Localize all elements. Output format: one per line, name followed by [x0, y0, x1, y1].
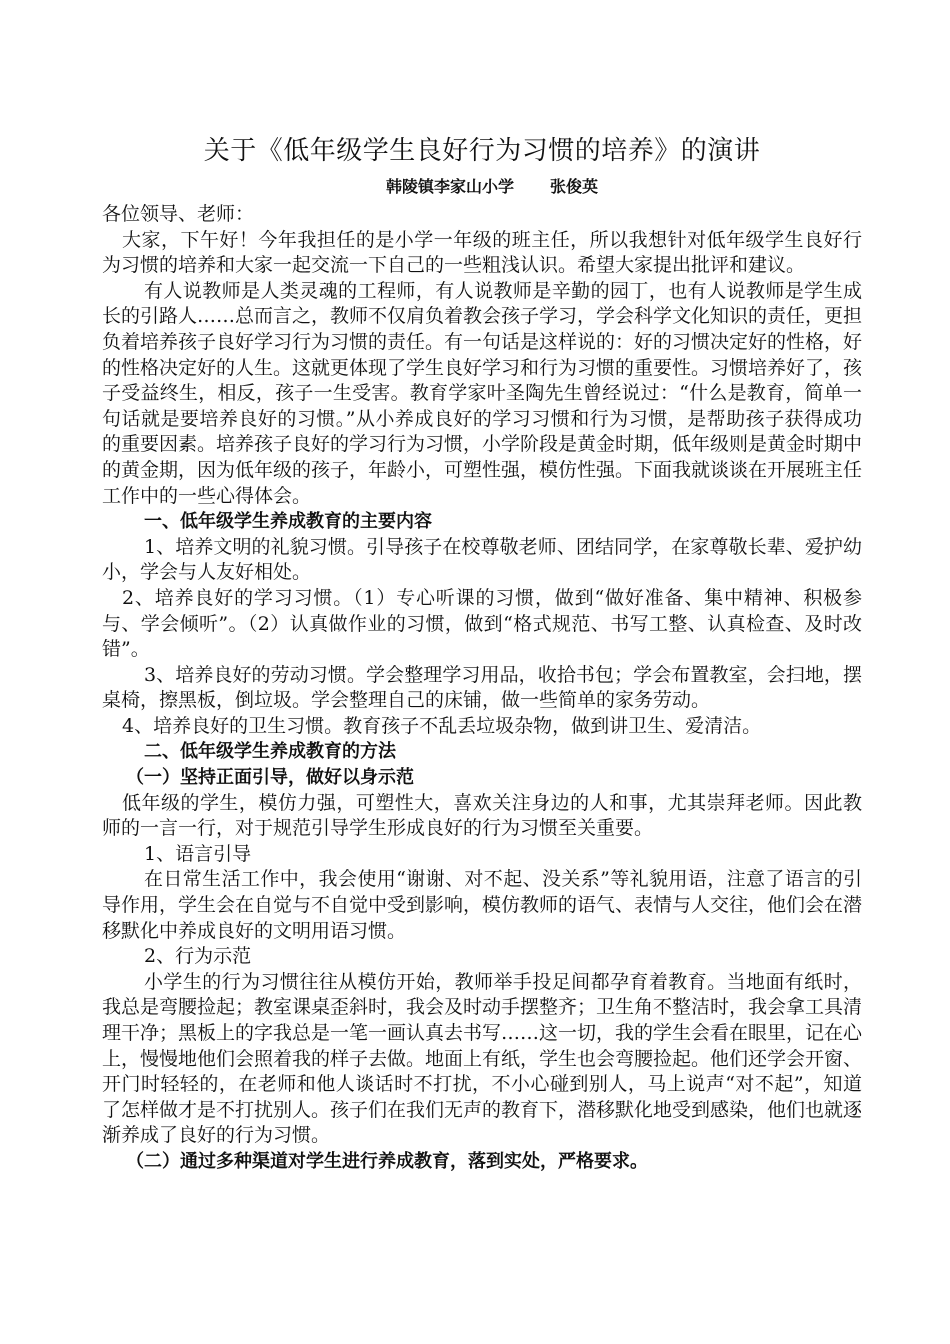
section-1-item-1: 1、培养文明的礼貌习惯。引导孩子在校尊敬老师、团结同学，在家尊敬长辈、爱护幼小，学会与人友好相处。 — [102, 535, 862, 584]
section-1-item-4: 4、培养良好的卫生习惯。教育孩子不乱丢垃圾杂物，做到讲卫生、爱清洁。 — [122, 714, 762, 737]
subsection-2-heading: （二）通过多种渠道对学生进行养成教育，落到实处，严格要求。 — [126, 1150, 648, 1172]
author-line — [102, 174, 862, 200]
document-page — [102, 132, 862, 1175]
subsection-1-intro: 低年级的学生，模仿力强，可塑性大，喜欢关注身边的人和事，尤其崇拜老师。因此教师的一言一行，对于规范引导学生形成良好的行为习惯至关重要。 — [102, 791, 862, 840]
author-school: 韩陵镇李家山小学 — [385, 177, 514, 196]
section-1-heading: 一、低年级学生养成教育的主要内容 — [144, 511, 432, 533]
subsection-1-point-1-title: 1、语言引导 — [144, 842, 252, 865]
intro-paragraph-2: 有人说教师是人类灵魂的工程师，有人说教师是辛勤的园丁，也有人说教师是学生成长的引路人……总而言之，教师不仅肩负着教会孩子学习，学会科学文化知识的责任，更担负着培养孩子良好学习行为习惯的责任。有一句话是这样说的：好的习惯决定好的性格，好的性格决定好的人生。这就更体现了学生良好学习和行为习惯的重要性。习惯培养好了，孩子受益终生，相反，孩子一生受害。教育学家叶圣陶先生曾经说过：“什么是教育，简单一句话就是要培养良好的习惯。”从小养成良好的学习习惯和行为习惯，是帮助孩子获得成功的重要因素。培养孩子良好的学习行为习惯，小学阶段是黄金时期，低年级则是黄金时期中的黄金期，因为低年级的孩子，年龄小，可塑性强，模仿性强。下面我就谈谈在开展班主任工作中的一些心得体会。 — [102, 279, 863, 507]
subsection-1-point-2-title: 2、行为示范 — [144, 945, 252, 968]
section-1-item-2: 2、培养良好的学习习惯。（1）专心听课的习惯，做到“做好准备、集中精神、积极参与、学会倾听”。（2）认真做作业的习惯，做到“格式规范、书写工整、认真检查、及时改错”。 — [102, 586, 862, 661]
section-2-heading: 二、低年级学生养成教育的方法 — [144, 741, 396, 763]
salutation: 各位领导、老师： — [102, 203, 255, 225]
intro-paragraph-1: 大家，下午好！今年我担任的是小学一年级的班主任，所以我想针对低年级学生良好行为习惯的培养和大家一起交流一下自己的一些粗浅认识。希望大家提出批评和建议。 — [102, 228, 862, 277]
author-name: 张俊英 — [550, 177, 599, 196]
subsection-1-heading: （一）坚持正面引导，做好以身示范 — [126, 767, 414, 789]
page-title: 关于《低年级学生良好行为习惯的培养》的演讲 — [203, 136, 761, 166]
section-1-item-3: 3、培养良好的劳动习惯。学会整理学习用品，收拾书包；学会布置教室，会扫地，摆桌椅，擦黑板，倒垃圾。学会整理自己的床铺，做一些简单的家务劳动。 — [102, 663, 862, 712]
subsection-1-point-1-text: 在日常生活工作中，我会使用“谢谢、对不起、没关系”等礼貌用语，注意了语言的引导作用，学生会在自觉与不自觉中受到影响，模仿教师的语气、表情与人交往，他们会在潜移默化中养成良好的文明用语习惯。 — [102, 868, 863, 942]
subsection-1-point-2-text: 小学生的行为习惯往往从模仿开始，教师举手投足间都孕育着教育。当地面有纸时，我总是弯腰捡起；教室课桌歪斜时，我会及时动手摆整齐；卫生角不整洁时，我会拿工具清理干净；黑板上的字我总是一笔一画认真去书写……这一切，我的学生会看在眼里，记在心上，慢慢地他们会照着我的样子去做。地面上有纸，学生也会弯腰捡起。他们还学会开窗、开门时轻轻的，在老师和他人谈话时不打扰，不小心碰到别人，马上说声“对不起”，知道了怎样做才是不打扰别人。孩子们在我们无声的教育下，潜移默化地受到感染，他们也就逐渐养成了良好的行为习惯。 — [102, 970, 863, 1147]
